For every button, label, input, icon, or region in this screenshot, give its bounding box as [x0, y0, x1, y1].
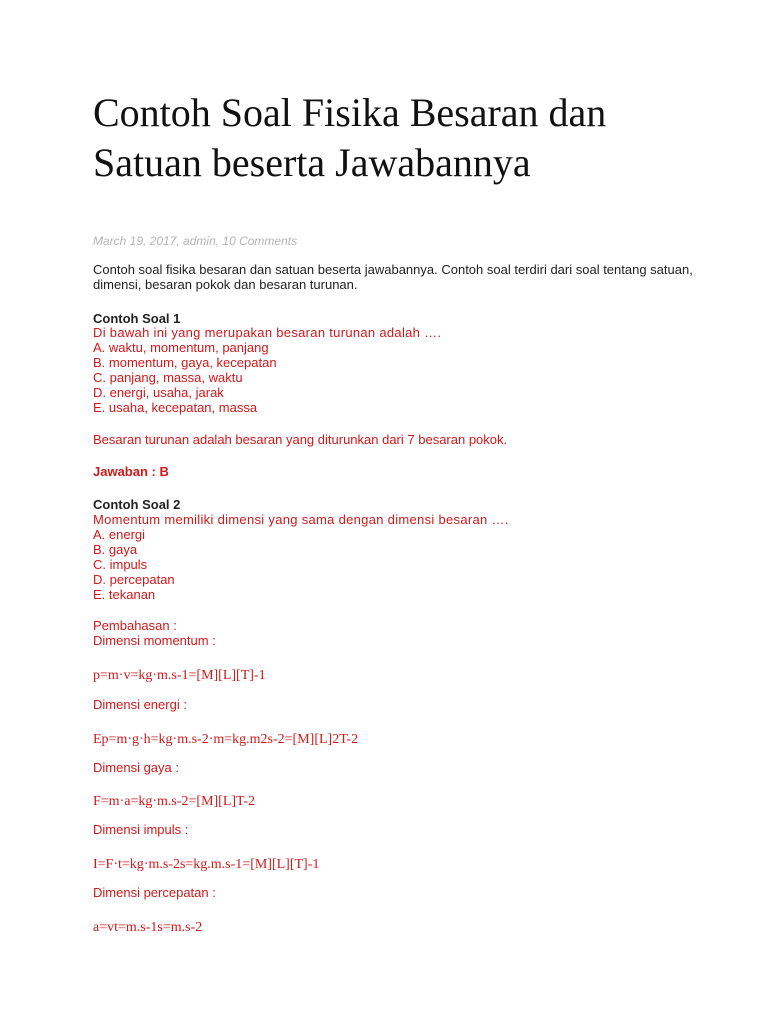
post-meta: March 19, 2017, admin, 10 Comments — [93, 234, 298, 248]
formula-gaya: F=m·a=kg·m.s-2=[M][L]T-2 — [93, 794, 255, 809]
question-1-answer: Jawaban : B — [93, 464, 169, 479]
question-1-option-c: C. panjang, massa, waktu — [93, 370, 243, 385]
formula-momentum: p=m·v=kg·m.s-1=[M][L][T]-1 — [93, 668, 266, 683]
question-1-option-d: D. energi, usaha, jarak — [93, 385, 224, 400]
question-1-text: Di bawah ini yang merupakan besaran turunan adalah …. — [93, 325, 442, 340]
question-2-option-e: E. tekanan — [93, 587, 156, 602]
question-1-option-a: A. waktu, momentum, panjang — [93, 340, 269, 355]
question-2-option-c: C. impuls — [93, 557, 148, 572]
question-1-heading: Contoh Soal 1 — [93, 311, 181, 326]
question-2-text: Momentum memiliki dimensi yang sama dengan dimensi besaran …. — [93, 512, 509, 527]
dimensi-gaya-label: Dimensi gaya : — [93, 760, 179, 775]
question-2-heading: Contoh Soal 2 — [93, 497, 181, 512]
question-1-option-b: B. momentum, gaya, kecepatan — [93, 355, 277, 370]
question-1-option-e: E. usaha, kecepatan, massa — [93, 400, 258, 415]
article-title: Contoh Soal Fisika Besaran dan Satuan beserta Jawabannya — [93, 90, 607, 185]
dimensi-momentum-label: Dimensi momentum : — [93, 633, 216, 648]
question-2-option-d: D. percepatan — [93, 572, 175, 587]
dimensi-percepatan-label: Dimensi percepatan : — [93, 885, 216, 900]
pembahasan-label: Pembahasan : — [93, 618, 177, 633]
question-2-option-a: A. energi — [93, 527, 146, 542]
dimensi-impuls-label: Dimensi impuls : — [93, 822, 189, 837]
question-1-explanation: Besaran turunan adalah besaran yang diturunkan dari 7 besaran pokok. — [93, 432, 508, 447]
question-2-option-b: B. gaya — [93, 542, 138, 557]
formula-impuls: I=F·t=kg·m.s-2s=kg.m.s-1=[M][L][T]-1 — [93, 857, 320, 872]
dimensi-energi-label: Dimensi energi : — [93, 697, 187, 712]
intro-paragraph: Contoh soal fisika besaran dan satuan beserta jawabannya. Contoh soal terdiri dari soal tentang satuan, dimensi, besaran pokok dan besaran turunan. — [93, 262, 693, 292]
formula-energi: Ep=m·g·h=kg·m.s-2·m=kg.m2s-2=[M][L]2T-2 — [93, 732, 359, 747]
formula-percepatan: a=vt=m.s-1s=m.s-2 — [93, 920, 203, 935]
